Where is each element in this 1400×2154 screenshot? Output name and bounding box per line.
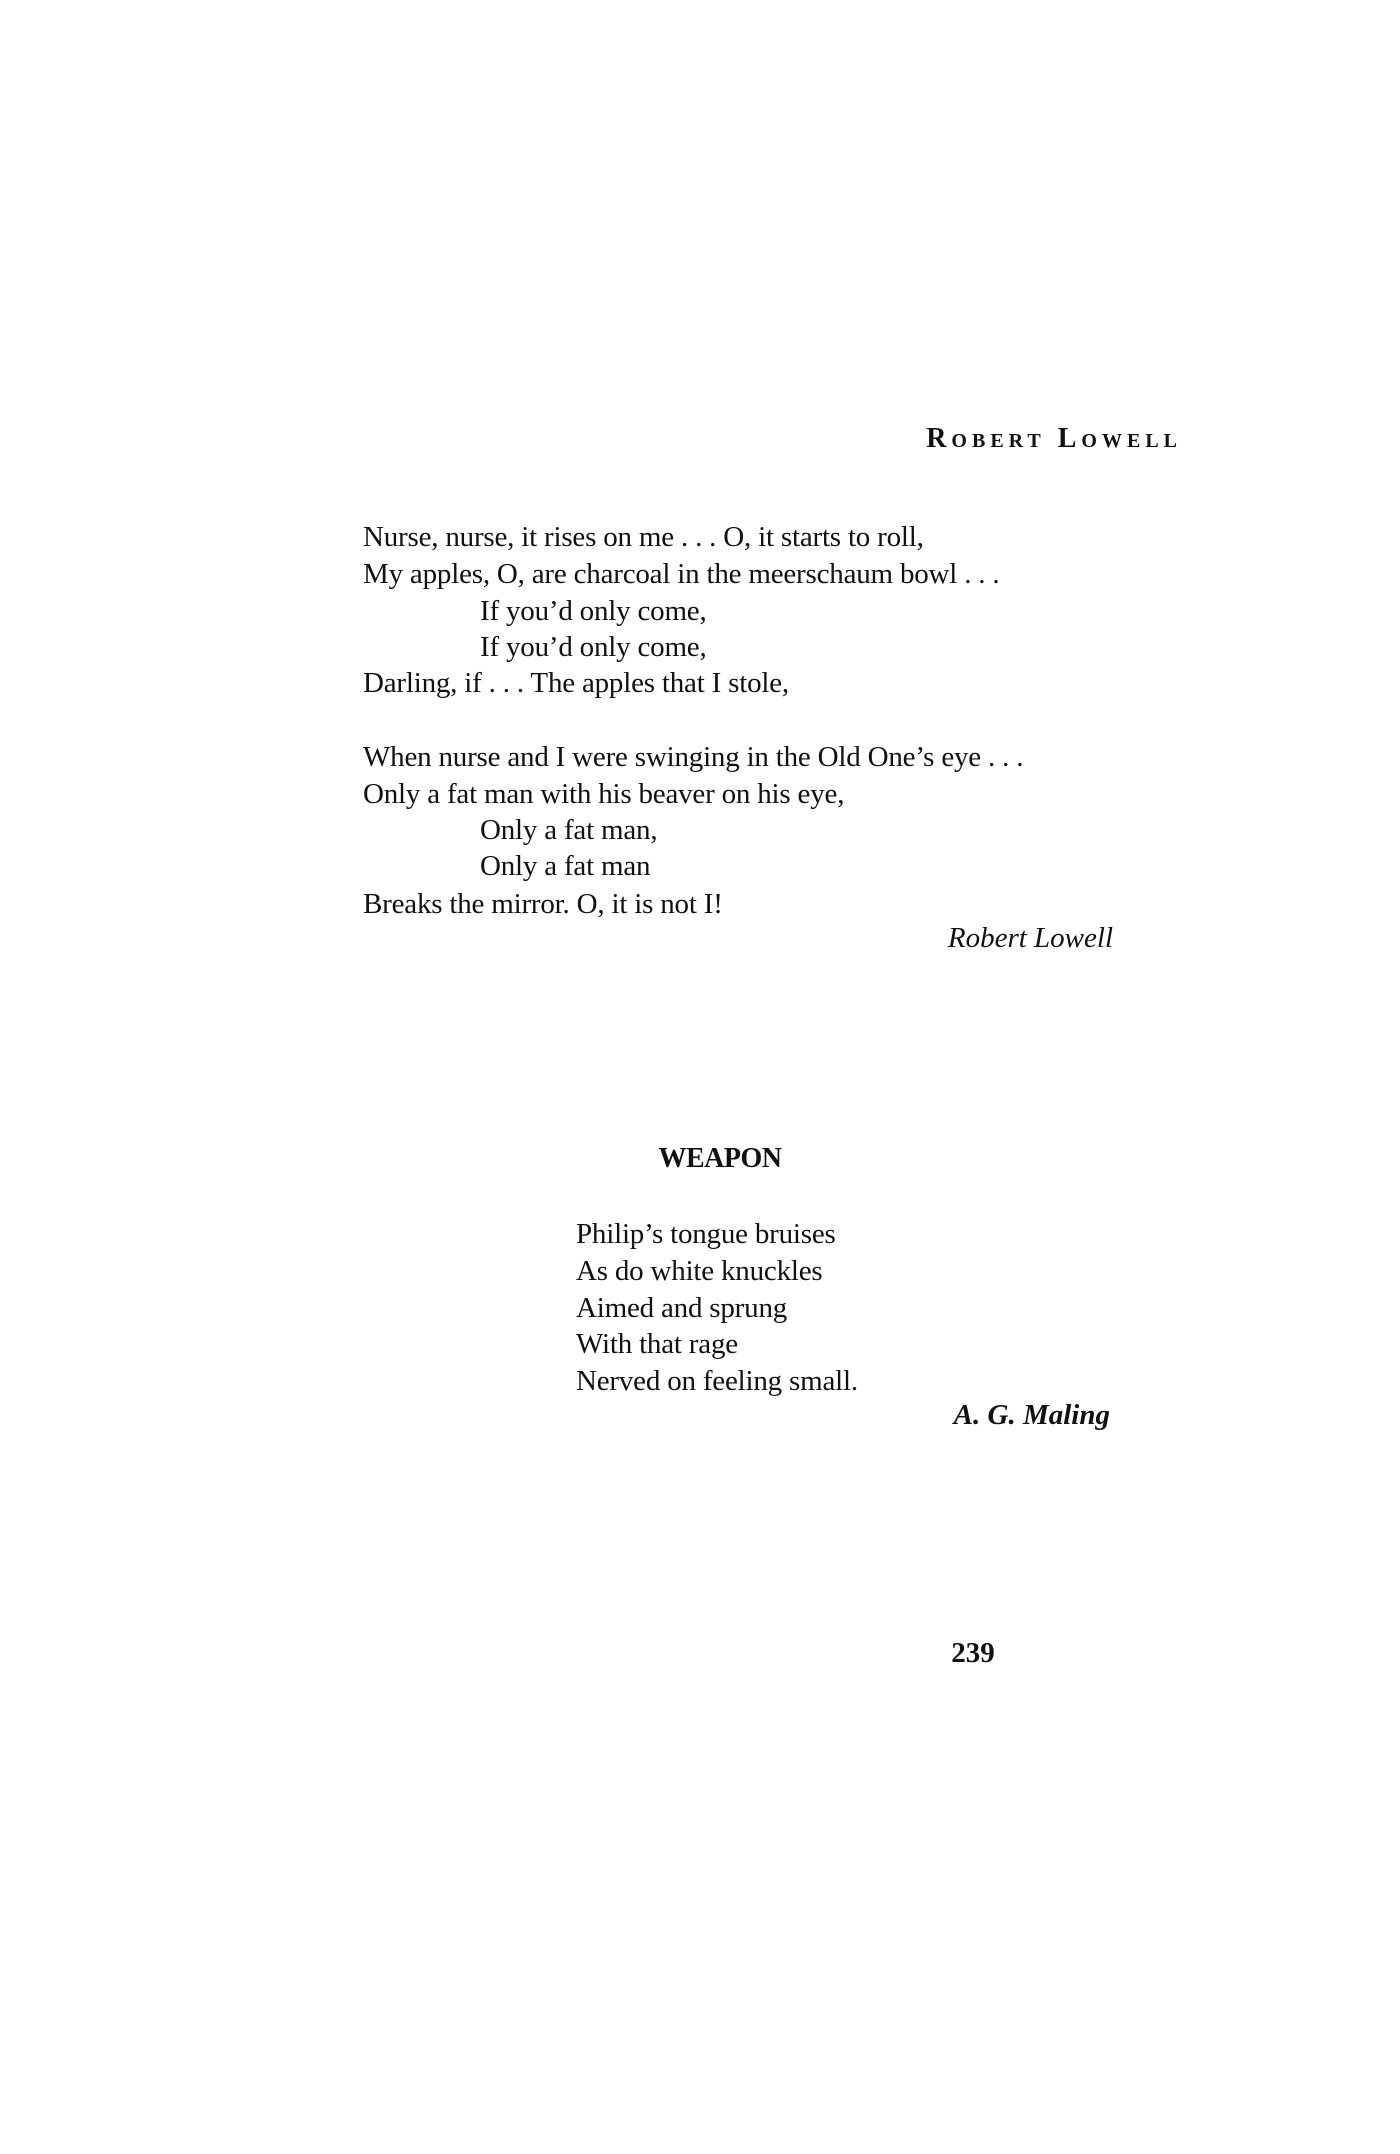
poem-line: As do white knuckles [576, 1255, 823, 1287]
poem-line: Darling, if . . . The apples that I stole, [363, 667, 789, 699]
poem-line: When nurse and I were swinging in the Old One’s eye . . . [363, 741, 1024, 773]
poem-line: Aimed and sprung [576, 1292, 788, 1324]
poem-line: Philip’s tongue bruises [576, 1218, 836, 1250]
poem-line: Only a fat man [480, 850, 651, 882]
poem-line: Nerved on feeling small. [576, 1365, 858, 1397]
running-head: Robert Lowell [926, 423, 1182, 454]
poem-line: If you’d only come, [480, 595, 707, 627]
poem-line: Only a fat man with his beaver on his eye, [363, 778, 845, 810]
poem-line: Breaks the mirror. O, it is not I! [363, 888, 723, 920]
poem-line: If you’d only come, [480, 631, 707, 663]
poem-title: WEAPON [658, 1143, 782, 1174]
poem-line: Only a fat man, [480, 814, 658, 846]
poem-line: My apples, O, are charcoal in the meerschaum bowl . . . [363, 558, 1000, 590]
poem-author-signature: A. G. Maling [953, 1399, 1110, 1431]
poem-line: With that rage [576, 1328, 738, 1360]
poem-author-signature: Robert Lowell [947, 922, 1113, 954]
page-number: 239 [951, 1637, 995, 1669]
poem-line: Nurse, nurse, it rises on me . . . O, it starts to roll, [363, 521, 924, 553]
